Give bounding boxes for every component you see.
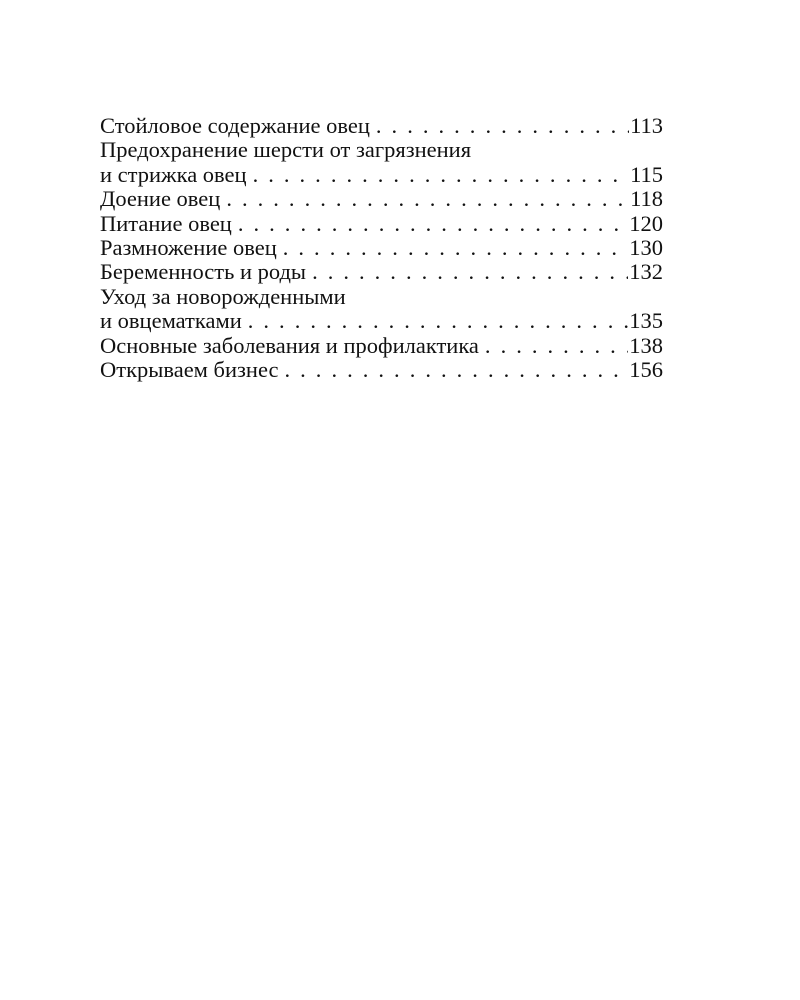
toc-line: [100, 260, 663, 284]
toc-entry-title: Размножение овец: [100, 235, 277, 261]
toc-page-number: 115: [630, 161, 663, 187]
toc-dot-leader: [312, 260, 628, 284]
toc-line: [100, 285, 663, 309]
toc-page-number: 113: [630, 113, 663, 138]
toc-page-number: 135: [629, 308, 663, 334]
toc-entry-title: Открываем бизнес: [100, 357, 279, 383]
toc-line: [100, 114, 663, 138]
toc-entry: [100, 114, 663, 138]
toc-dot-leader: [283, 236, 629, 260]
toc-line: [100, 163, 663, 187]
table-of-contents: [100, 114, 663, 382]
toc-entry: [100, 187, 663, 211]
toc-entry-title: Беременность и роды: [100, 259, 307, 285]
toc-entry-title: Стойловое содержание овец: [100, 113, 370, 138]
toc-dot-leader: [376, 114, 629, 138]
toc-entry: [100, 285, 663, 334]
toc-dot-leader: [485, 334, 628, 358]
toc-line: [100, 334, 663, 358]
toc-entry-title: Питание овец: [100, 210, 232, 236]
toc-page-number: 138: [629, 332, 663, 358]
toc-entry-title: Уход за новорожденными: [100, 283, 346, 309]
toc-dot-leader: [253, 163, 630, 187]
toc-entry-title: Основные заболевания и профилактика: [100, 332, 479, 358]
toc-page-number: 130: [629, 235, 663, 261]
toc-entry: [100, 334, 663, 358]
toc-entry: [100, 138, 663, 187]
toc-entry: [100, 236, 663, 260]
toc-entry-title: Доение овец: [100, 186, 221, 212]
toc-page-number: 118: [630, 186, 663, 212]
toc-line: [100, 212, 663, 236]
toc-entry-title-continued: и овцематками: [100, 308, 242, 334]
toc-line: [100, 236, 663, 260]
toc-dot-leader: [226, 187, 629, 211]
toc-line: [100, 309, 663, 333]
toc-dot-leader: [238, 212, 628, 236]
toc-page-number: 120: [629, 210, 663, 236]
toc-entry-title: Предохранение шерсти от загрязнения: [100, 137, 472, 163]
toc-line: [100, 358, 663, 382]
toc-line: [100, 138, 663, 162]
toc-line: [100, 187, 663, 211]
toc-dot-leader: [248, 309, 629, 333]
toc-entry: [100, 212, 663, 236]
toc-dot-leader: [285, 358, 629, 382]
toc-entry-title-continued: и стрижка овец: [100, 161, 247, 187]
toc-page-number: 132: [629, 259, 663, 285]
toc-entry: [100, 260, 663, 284]
toc-page-number: 156: [629, 357, 663, 383]
toc-entry: [100, 358, 663, 382]
